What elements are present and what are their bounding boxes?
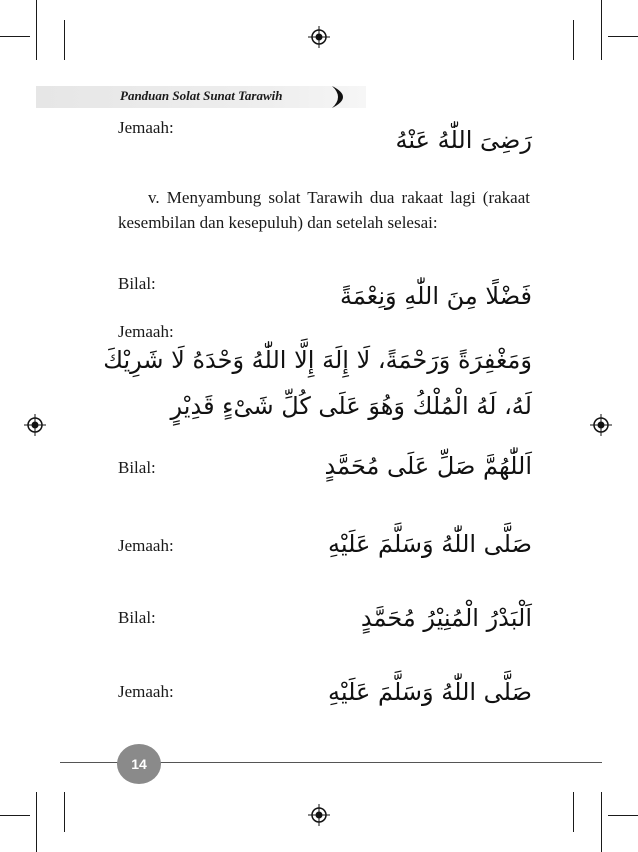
crop-mark	[0, 815, 30, 816]
crop-mark	[608, 815, 638, 816]
header-curve-ornament	[326, 84, 356, 110]
crop-mark	[64, 20, 65, 60]
instruction-text: v. Menyambung solat Tarawih dua rakaat lagi (rakaat kesembilan dan kesepuluh) dan setelah selesai:	[118, 188, 530, 232]
speaker-label: Bilal:	[118, 608, 156, 627]
crop-mark	[0, 36, 30, 37]
footer-rule	[158, 762, 602, 763]
arabic-text: فَضْلًا مِنَ اللّٰهِ وَنِعْمَةً	[340, 282, 532, 310]
running-header-title: Panduan Solat Sunat Tarawih	[120, 88, 283, 103]
crop-mark	[601, 0, 602, 60]
instruction-paragraph	[118, 185, 530, 235]
speaker-label: Jemaah:	[118, 536, 174, 555]
registration-mark-icon	[308, 804, 330, 826]
speaker-label: Jemaah:	[118, 118, 174, 137]
speaker-label: Jemaah:	[118, 682, 174, 701]
arabic-text-line: وَمَغْفِرَةً وَرَحْمَةً، لَا إِلَهَ إِلَّا اللّٰهُ وَحْدَهُ لَا شَرِيْكَ	[103, 346, 532, 374]
crop-mark	[608, 36, 638, 37]
crop-mark	[601, 792, 602, 852]
crop-mark	[36, 792, 37, 852]
speaker-label: Bilal:	[118, 274, 156, 293]
speaker-label: Bilal:	[118, 458, 156, 477]
arabic-text: رَضِىَ اللّٰهُ عَنْهُ	[395, 126, 532, 154]
registration-mark-icon	[308, 26, 330, 48]
arabic-text: اَلْبَدْرُ الْمُنِيْرُ مُحَمَّدٍ	[360, 604, 532, 632]
arabic-text-line: لَهُ، لَهُ الْمُلْكُ وَهُوَ عَلَى كُلِّ شَىْءٍ قَدِيْرٍ	[170, 392, 532, 420]
crop-mark	[36, 0, 37, 60]
arabic-text: اَللّٰهُمَّ صَلِّ عَلَى مُحَمَّدٍ	[324, 452, 532, 480]
speaker-label: Jemaah:	[118, 322, 174, 341]
registration-mark-icon	[590, 414, 612, 436]
page-number-badge: 14	[117, 744, 161, 784]
crop-mark	[64, 792, 65, 832]
footer-rule	[60, 762, 120, 763]
registration-mark-icon	[24, 414, 46, 436]
crop-mark	[573, 20, 574, 60]
arabic-text: صَلَّى اللّٰهُ وَسَلَّمَ عَلَيْهِ	[328, 530, 532, 558]
crop-mark	[573, 792, 574, 832]
arabic-text: صَلَّى اللّٰهُ وَسَلَّمَ عَلَيْهِ	[328, 678, 532, 706]
